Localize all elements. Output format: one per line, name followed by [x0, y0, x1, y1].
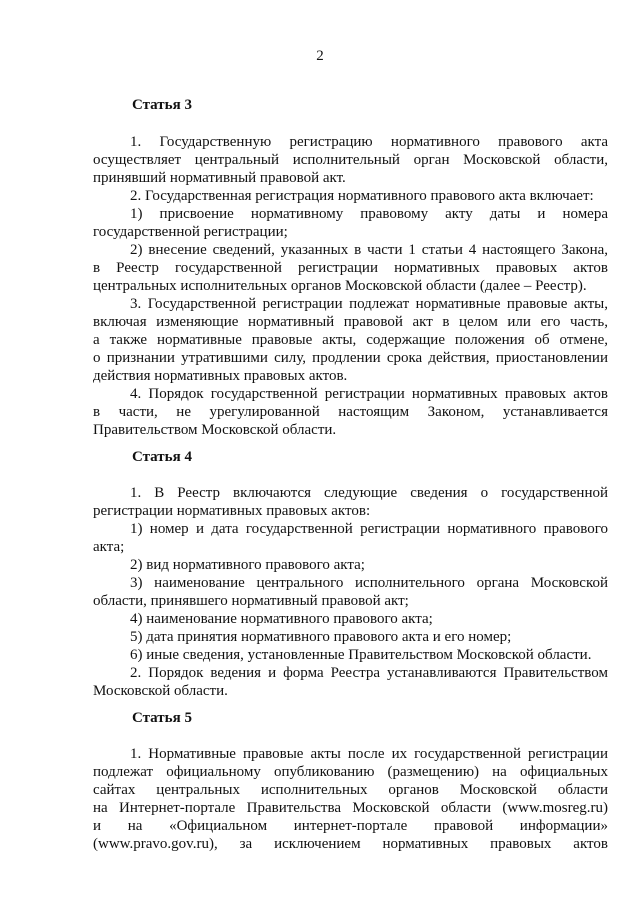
- paragraph-line: в части, не урегулированной настоящим Законом, устанавливается: [93, 404, 608, 420]
- paragraph-line: в Реестр государственной регистрации нормативных правовых актов: [93, 260, 608, 276]
- paragraph-line: 6) иные сведения, установленные Правительством Московской области.: [130, 647, 592, 663]
- paragraph-line: регистрации нормативных правовых актов:: [93, 503, 371, 519]
- page-number: 2: [316, 48, 324, 64]
- paragraph-line: 2) вид нормативного правового акта;: [130, 557, 365, 573]
- article-4-heading: Статья 4: [132, 449, 192, 465]
- paragraph-line: Московской области.: [93, 683, 228, 699]
- paragraph-line: 1. Государственную регистрацию нормативного правового акта: [130, 134, 608, 150]
- paragraph-line: 1. В Реестр включаются следующие сведения о государственной: [130, 485, 608, 501]
- paragraph-line: действия нормативных правовых актов.: [93, 368, 348, 384]
- article-5-heading: Статья 5: [132, 710, 192, 726]
- article-3-heading: Статья 3: [132, 97, 192, 113]
- paragraph-line: (www.pravo.gov.ru), за исключением нормативных правовых актов: [93, 836, 608, 852]
- paragraph-line: Правительством Московской области.: [93, 422, 337, 438]
- paragraph-line: принявший нормативный правовой акт.: [93, 170, 346, 186]
- paragraph-line: акта;: [93, 539, 125, 555]
- paragraph-line: области, принявшего нормативный правовой акт;: [93, 593, 409, 609]
- paragraph-line: 2) внесение сведений, указанных в части 1 статьи 4 настоящего Закона,: [130, 242, 608, 258]
- paragraph-line: 5) дата принятия нормативного правового акта и его номер;: [130, 629, 512, 645]
- paragraph-line: 3. Государственной регистрации подлежат нормативные правовые акты,: [130, 296, 608, 312]
- paragraph-line: о признании утратившими силу, продлении срока действия, приостановлении: [93, 350, 608, 366]
- paragraph-line: 2. Порядок ведения и форма Реестра устанавливаются Правительством: [130, 665, 608, 681]
- paragraph-line: на Интернет-портале Правительства Московской области (www.mosreg.ru): [93, 800, 608, 816]
- paragraph-line: сайтах центральных исполнительных органов Московской области: [93, 782, 608, 798]
- paragraph-line: включая изменяющие нормативный правовой акт в целом или его часть,: [93, 314, 608, 330]
- paragraph-line: 3) наименование центрального исполнительного органа Московской: [130, 575, 608, 591]
- paragraph-line: и на «Официальном интернет-портале правовой информации»: [93, 818, 608, 834]
- paragraph-line: центральных исполнительных органов Московской области (далее – Реестр).: [93, 278, 587, 294]
- paragraph-line: 2. Государственная регистрация нормативного правового акта включает:: [130, 188, 594, 204]
- paragraph-line: государственной регистрации;: [93, 224, 288, 240]
- paragraph-line: подлежат официальному опубликованию (размещению) на официальных: [93, 764, 608, 780]
- paragraph-line: 4) наименование нормативного правового акта;: [130, 611, 433, 627]
- paragraph-line: 1. Нормативные правовые акты после их государственной регистрации: [130, 746, 608, 762]
- paragraph-line: осуществляет центральный исполнительный орган Московской области,: [93, 152, 608, 168]
- paragraph-line: 1) номер и дата государственной регистрации нормативного правового: [130, 521, 608, 537]
- paragraph-line: 4. Порядок государственной регистрации нормативных правовых актов: [130, 386, 608, 402]
- paragraph-line: а также нормативные правовые акты, содержащие положения об отмене,: [93, 332, 608, 348]
- paragraph-line: 1) присвоение нормативному правовому акту даты и номера: [130, 206, 608, 222]
